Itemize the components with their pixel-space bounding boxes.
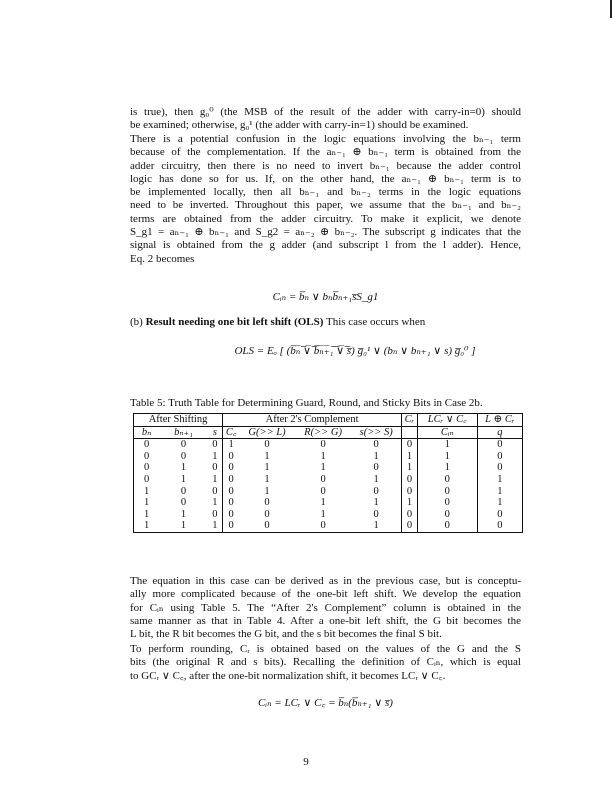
table-cell: 1 (134, 520, 160, 532)
text-line: L bit, the R bit becomes the G bit, and the s bit becomes the final S bit. (130, 628, 442, 641)
text-line: ally more complicated because of the one-bit left shift. We develop the equation (130, 588, 521, 601)
table-cell: 0 (180, 450, 187, 462)
table-cell: 1 (264, 462, 270, 474)
table-cell: 1 (134, 497, 160, 509)
table-cell: 0 (402, 474, 418, 486)
text-line: adder circuitry, then there is no need to invert bₙ₋₁ because the adder control (130, 159, 521, 172)
table-caption: Table 5: Truth Table for Determining Guard, Round, and Sticky Bits in Case 2b. (130, 397, 483, 409)
table-cell: 1 (351, 497, 401, 509)
table-cell: 1 (402, 497, 418, 509)
text-line: to GCᵣ ∨ C꜀, after the one-bit normalization shift, it becomes LCᵣ ∨ C꜀. (130, 669, 446, 682)
table-cell: 1 (320, 508, 326, 520)
table-row (134, 520, 523, 532)
table-cell: 0 (417, 520, 477, 532)
table-cell: 1 (208, 497, 223, 509)
table-cell: 0 (239, 520, 295, 532)
text-line: S_g1 = aₙ₋₁ ⊕ bₙ₋₁ and S_g2 = aₙ₋₂ ⊕ bₙ₋₂. The subscript g indicates that the (130, 226, 521, 239)
table-row (134, 474, 523, 486)
table-cell: 0 (295, 520, 351, 532)
table-row (134, 439, 523, 451)
table-cell: 0 (477, 520, 522, 532)
table-cell: 0 (351, 462, 401, 474)
column-header (402, 426, 418, 439)
table-cell: 0 (477, 509, 522, 521)
text-line: same manner as that in Table 4. After a one-bit left shift, the G bit becomes the (130, 614, 521, 627)
table-row (134, 509, 523, 521)
table-cell: 0 (134, 439, 160, 451)
table-cell: 1 (320, 497, 326, 509)
table-cell: 0 (228, 450, 234, 462)
text-line: Eq. 2 becomes (130, 252, 195, 265)
item-title: Result needing one bit left shift (OLS) (145, 316, 324, 328)
truth-table (133, 413, 523, 533)
table-cell: 1 (228, 439, 234, 451)
group-header-cr: Cᵣ (402, 414, 418, 427)
table-cell: 1 (402, 451, 418, 463)
table-cell: 0 (351, 439, 401, 451)
text-line: terms are obtained from the adder circuitry. To make it explicit, we denote (130, 212, 521, 225)
text-line: be examined; otherwise, g₀¹ (the adder with carry-in=1) should be examined. (130, 119, 469, 132)
group-header-after-complement: After 2's Complement (223, 414, 402, 427)
equation-cin-sg1: Cᵢₙ = b̅ₙ ∨ bₙb̅ₙ₊₁s̅S_g1 (272, 291, 379, 303)
column-header: s (208, 426, 223, 439)
table-row (134, 462, 523, 474)
table-cell: 1 (351, 451, 401, 463)
table-cell: 0 (180, 497, 187, 509)
column-header: bₙ (134, 426, 160, 439)
text-line: for Cᵢₙ using Table 5. The “After 2's Complement” column is obtained in the (130, 601, 521, 614)
column-header: G(>> L) (239, 426, 295, 439)
text-line: There is a potential confusion in the logic equations involving the bₙ₋₁ term (130, 133, 521, 145)
table-cell: 1 (208, 451, 223, 463)
table-cell: 0 (264, 439, 270, 451)
text-line: bits (the original R and s bits). Recalling the definition of Cᵢₙ, which is equal (130, 656, 521, 669)
table-row (134, 486, 523, 498)
table-cell: 1 (180, 508, 187, 520)
table-cell: 1 (134, 509, 160, 521)
table-cell: 0 (228, 497, 234, 509)
group-header-lcr-or-cc: LCᵣ ∨ C꜀ (417, 414, 477, 427)
table-cell: 1 (264, 485, 270, 497)
text-line: The equation in this case can be derived as in the previous case, but is conceptu- (130, 575, 521, 587)
table-cell: 0 (417, 486, 477, 498)
table-cell: 0 (208, 439, 223, 451)
column-header: bₙ₊₁ (159, 426, 207, 439)
table-cell: 0 (228, 508, 234, 520)
table-cell: 0 (477, 462, 522, 474)
table-cell: 1 (477, 497, 522, 509)
text-line: logic has done so for us. If, on the other hand, the aₙ₋₁ ⊕ bₙ₋₁ term is to (130, 172, 521, 185)
table-cell: 1 (351, 474, 401, 486)
group-header-after-shifting: After Shifting (134, 414, 223, 427)
page-number: 9 (303, 756, 309, 768)
item-text: This case occurs when (325, 316, 426, 328)
list-item-b (130, 315, 521, 329)
table-cell: 0 (228, 485, 234, 497)
column-header: C꜀ (223, 426, 240, 439)
table-cell: 1 (320, 462, 326, 474)
text-line: is true), then g₀⁰ (the MSB of the result of the adder with carry-in=0) should (130, 106, 521, 118)
paragraph-2 (130, 133, 521, 266)
column-header: q (477, 426, 522, 439)
column-header: Cᵢₙ (417, 426, 477, 439)
paragraph-1 (130, 106, 521, 133)
table-cell: 0 (417, 474, 477, 486)
table-cell: 1 (351, 520, 401, 532)
table-cell: 0 (477, 451, 522, 463)
table-cell: 1 (477, 486, 522, 498)
table-cell: 1 (159, 520, 207, 532)
table-cell: 0 (320, 439, 326, 451)
column-header: R(>> G) (295, 426, 351, 439)
table-cell: 0 (351, 509, 401, 521)
column-header: s(>> S) (351, 426, 401, 439)
table-cell: 1 (477, 474, 522, 486)
equation-ols: OLS = Eₒ [ (b̅ₙ̅ ̅∨̅ ̅b̅ₙ̅₊̅₁̅ ̅∨̅ ̅s̅) g̅₀¹ ∨ (bₙ ∨ bₙ₊₁ ∨ s) g̅₀⁰ ] (234, 345, 476, 357)
group-header-l-xor-cr: L ⊕ Cᵣ (477, 414, 522, 427)
table-cell: 0 (477, 439, 522, 451)
text-line: To perform rounding, Cᵣ is obtained based on the values of the G and the S (130, 643, 521, 655)
table-cell: 0 (351, 486, 401, 498)
table-row (134, 451, 523, 463)
paragraph-3 (130, 575, 521, 641)
table-cell: 1 (264, 473, 270, 485)
table-cell: 1 (180, 473, 187, 485)
table-cell: 0 (402, 486, 418, 498)
table-cell: 0 (134, 474, 160, 486)
table-cell: 1 (208, 520, 223, 532)
item-marker: (b) (130, 316, 143, 328)
table-cell: 1 (320, 450, 326, 462)
table-cell: 1 (402, 462, 418, 474)
table-cell: 0 (228, 473, 234, 485)
equation-cin-final: Cᵢₙ = LCᵣ ∨ C꜀ = b̅ₙ(b̅ₙ₊₁ ∨ s̅) (258, 697, 393, 709)
table-cell: 0 (134, 451, 160, 463)
table-cell: 1 (417, 462, 477, 474)
table-cell: 0 (228, 462, 234, 474)
table-cell: 0 (417, 497, 477, 509)
table-cell: 0 (223, 520, 240, 532)
table-cell: 0 (320, 485, 326, 497)
table-cell: 0 (402, 439, 418, 451)
table-cell: 1 (134, 486, 160, 498)
text-line: signal is obtained from the g adder (and subscript l from the l adder). Hence, (130, 239, 521, 252)
table-cell: 1 (417, 451, 477, 463)
text-line: need to be inverted. Throughout this paper, we assume that the bₙ₋₁ and bₙ₋₂ (130, 199, 521, 212)
table-cell: 0 (402, 509, 418, 521)
table-cell: 0 (264, 497, 270, 509)
table-cell: 1 (264, 450, 270, 462)
table-cell: 0 (208, 462, 223, 474)
table-cell: 0 (208, 486, 223, 498)
table-cell: 0 (264, 508, 270, 520)
table-row (134, 497, 523, 509)
table-cell: 1 (208, 474, 223, 486)
table-cell: 1 (417, 439, 477, 451)
text-line: be implemented locally, then all bₙ₋₁ and bₙ₋₂ terms in the logic equations (130, 186, 521, 199)
table-cell: 1 (180, 462, 187, 474)
table-cell: 0 (180, 485, 187, 497)
table-cell: 0 (134, 462, 160, 474)
table-cell: 0 (402, 520, 418, 532)
table-cell: 0 (417, 509, 477, 521)
paragraph-4 (130, 643, 521, 683)
table-cell: 0 (180, 439, 187, 451)
table-cell: 0 (320, 473, 326, 485)
table-cell: 0 (208, 509, 223, 521)
text-line: because of the complementation. If the aₙ₋₁ ⊕ bₙ₋₁ term is obtained from the (130, 146, 521, 159)
